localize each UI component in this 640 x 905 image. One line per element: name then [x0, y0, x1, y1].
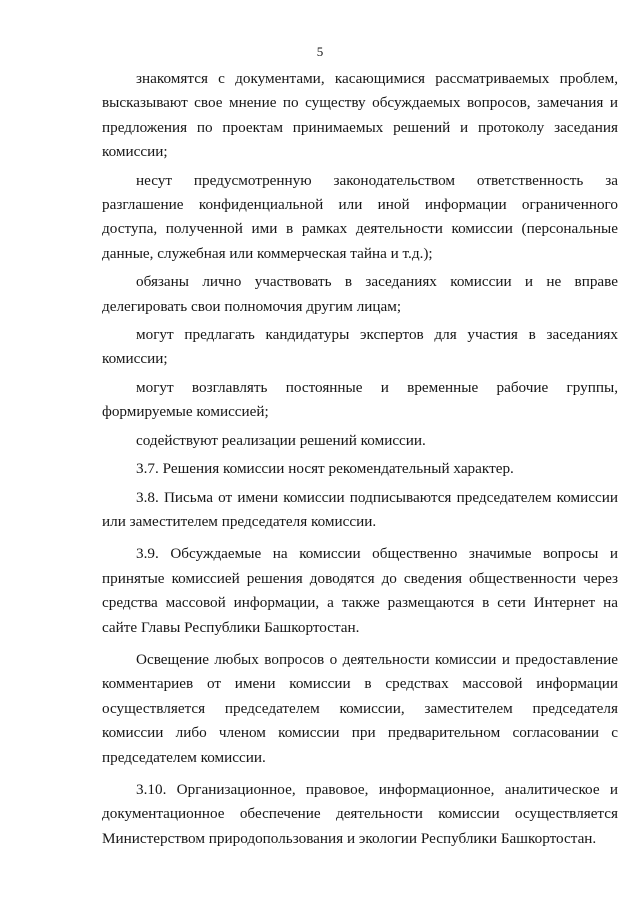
paragraph-3-7: 3.7. Решения комиссии носят рекомендательный характер. [136, 460, 514, 478]
paragraph-members-assist: содействуют реализации решений комиссии. [136, 431, 426, 449]
paragraph-members-review-documents: знакомятся с документами, касающимися рассматриваемых проблем, высказывают свое мнение по существу обсуждаемых вопросов, замечания и предложения по проектам принимаемых решений и протоколу заседания комиссии; [102, 70, 618, 161]
paragraph-members-attend: обязаны лично участвовать в заседаниях комиссии и не вправе делегировать свои полномочия другим лицам; [102, 273, 618, 315]
paragraph-members-propose-experts: могут предлагать кандидатуры экспертов для участия в заседаниях комиссии; [102, 326, 618, 368]
paragraph-3-10: 3.10. Организационное, правовое, информационное, аналитическое и документационное обеспечение деятельности комиссии осуществляется Министерством природопользования и экологии Республики Башкортостан. [102, 780, 618, 847]
paragraph-3-8: 3.8. Письма от имени комиссии подписываются председателем комиссии или заместителем председателя комиссии. [102, 488, 618, 530]
paragraph-3-9: 3.9. Обсуждаемые на комиссии общественно значимые вопросы и принятые комиссией решения доводятся до сведения общественности через средства массовой информации, а также размещаются в сети Интернет на сайте Главы Республики Башкортостан. [102, 545, 618, 636]
document-body [102, 67, 618, 851]
paragraph-members-responsibility: несут предусмотренную законодательством ответственность за разглашение конфиденциальной или иной информации ограниченного доступа, полученной ими в рамках деятельности комиссии (персональные данные, служебная или коммерческая тайна и т.д.); [102, 171, 618, 262]
paragraph-media-coverage: Освещение любых вопросов о деятельности комиссии и предоставление комментариев от имени комиссии в средствах массовой информации осуществляется председателем комиссии, заместителем председателя комиссии либо членом комиссии при предварительном согласовании с председателем комиссии. [102, 650, 618, 766]
paragraph-members-lead-groups: могут возглавлять постоянные и временные рабочие группы, формируемые комиссией; [102, 378, 618, 421]
page-number: 5 [316, 44, 324, 59]
